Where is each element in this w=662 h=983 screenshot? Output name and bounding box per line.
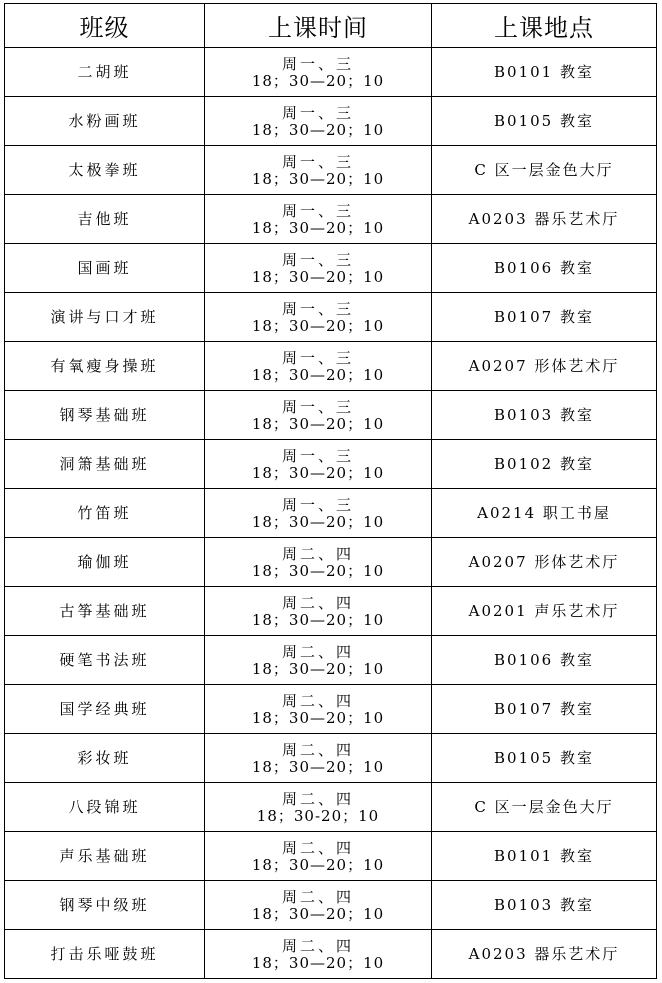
class-name: 彩妆班 xyxy=(5,734,205,783)
class-location: B0107 教室 xyxy=(432,685,657,734)
class-name: 硬笔书法班 xyxy=(5,636,205,685)
table-row xyxy=(5,734,657,783)
class-name: 国学经典班 xyxy=(5,685,205,734)
class-days: 周二、四 xyxy=(281,642,354,661)
class-days: 周一、三 xyxy=(281,397,354,416)
class-name: 太极拳班 xyxy=(5,146,205,195)
class-hours: 18；30—20；10 xyxy=(251,316,385,335)
class-days: 周一、三 xyxy=(281,201,354,220)
class-days: 周二、四 xyxy=(281,740,354,759)
class-name: 国画班 xyxy=(5,244,205,293)
class-time xyxy=(205,734,432,783)
class-time xyxy=(205,783,432,832)
class-name: 瑜伽班 xyxy=(5,538,205,587)
table-row xyxy=(5,195,657,244)
class-location: A0203 器乐艺术厅 xyxy=(432,195,657,244)
class-days: 周一、三 xyxy=(281,299,354,318)
table-row xyxy=(5,440,657,489)
class-days: 周一、三 xyxy=(281,495,354,514)
class-location: B0105 教室 xyxy=(432,734,657,783)
class-time xyxy=(205,342,432,391)
class-hours: 18；30—20；10 xyxy=(251,659,385,678)
header-location: 上课地点 xyxy=(432,4,657,48)
header-class: 班级 xyxy=(5,4,205,48)
class-time xyxy=(205,244,432,293)
table-row xyxy=(5,342,657,391)
class-location: B0105 教室 xyxy=(432,97,657,146)
class-location: A0201 声乐艺术厅 xyxy=(432,587,657,636)
class-name: 有氧瘦身操班 xyxy=(5,342,205,391)
class-time xyxy=(205,391,432,440)
class-location: B0106 教室 xyxy=(432,636,657,685)
class-hours: 18；30—20；10 xyxy=(251,904,385,923)
class-hours: 18；30—20；10 xyxy=(251,953,385,972)
class-name: 声乐基础班 xyxy=(5,832,205,881)
table-row xyxy=(5,538,657,587)
header-time: 上课时间 xyxy=(205,4,432,48)
class-days: 周二、四 xyxy=(281,544,354,563)
class-name: 打击乐哑鼓班 xyxy=(5,930,205,979)
table-row xyxy=(5,97,657,146)
table-row xyxy=(5,930,657,979)
class-hours: 18；30—20；10 xyxy=(251,267,385,286)
class-location: A0203 器乐艺术厅 xyxy=(432,930,657,979)
class-days: 周二、四 xyxy=(281,691,354,710)
schedule-sheet xyxy=(4,3,656,979)
class-time xyxy=(205,293,432,342)
class-hours: 18；30—20；10 xyxy=(251,120,385,139)
class-hours: 18；30—20；10 xyxy=(251,561,385,580)
table-row xyxy=(5,587,657,636)
class-hours: 18；30-20；10 xyxy=(256,806,380,825)
class-days: 周二、四 xyxy=(281,887,354,906)
class-hours: 18；30—20；10 xyxy=(251,71,385,90)
class-name: 演讲与口才班 xyxy=(5,293,205,342)
table-row xyxy=(5,146,657,195)
header-row xyxy=(5,4,657,48)
class-hours: 18；30—20；10 xyxy=(251,463,385,482)
table-row xyxy=(5,881,657,930)
class-days: 周二、四 xyxy=(281,789,354,808)
class-hours: 18；30—20；10 xyxy=(251,708,385,727)
class-days: 周二、四 xyxy=(281,838,354,857)
class-days: 周一、三 xyxy=(281,103,354,122)
class-days: 周二、四 xyxy=(281,593,354,612)
class-name: 洞箫基础班 xyxy=(5,440,205,489)
class-time xyxy=(205,636,432,685)
class-time xyxy=(205,146,432,195)
class-hours: 18；30—20；10 xyxy=(251,855,385,874)
class-hours: 18；30—20；10 xyxy=(251,512,385,531)
class-name: 吉他班 xyxy=(5,195,205,244)
class-location: B0106 教室 xyxy=(432,244,657,293)
table-row xyxy=(5,685,657,734)
class-time xyxy=(205,832,432,881)
table-row xyxy=(5,391,657,440)
table-row xyxy=(5,244,657,293)
class-name: 竹笛班 xyxy=(5,489,205,538)
class-name: 八段锦班 xyxy=(5,783,205,832)
class-time xyxy=(205,930,432,979)
table-row xyxy=(5,48,657,97)
class-days: 周一、三 xyxy=(281,54,354,73)
class-location: C 区一层金色大厅 xyxy=(432,783,657,832)
class-hours: 18；30—20；10 xyxy=(251,757,385,776)
class-time xyxy=(205,538,432,587)
class-location: B0103 教室 xyxy=(432,881,657,930)
class-time xyxy=(205,48,432,97)
class-time xyxy=(205,685,432,734)
table-body xyxy=(5,48,657,979)
class-time xyxy=(205,587,432,636)
class-time xyxy=(205,440,432,489)
class-location: A0207 形体艺术厅 xyxy=(432,538,657,587)
table-row xyxy=(5,636,657,685)
table-row xyxy=(5,783,657,832)
class-time xyxy=(205,195,432,244)
class-days: 周一、三 xyxy=(281,250,354,269)
class-days: 周一、三 xyxy=(281,446,354,465)
class-time xyxy=(205,881,432,930)
class-location: B0101 教室 xyxy=(432,832,657,881)
class-hours: 18；30—20；10 xyxy=(251,414,385,433)
table-row xyxy=(5,293,657,342)
table-row xyxy=(5,832,657,881)
class-hours: 18；30—20；10 xyxy=(251,610,385,629)
class-name: 古筝基础班 xyxy=(5,587,205,636)
class-schedule-table xyxy=(4,3,657,979)
class-location: A0207 形体艺术厅 xyxy=(432,342,657,391)
class-days: 周一、三 xyxy=(281,348,354,367)
class-name: 钢琴基础班 xyxy=(5,391,205,440)
class-location: B0101 教室 xyxy=(432,48,657,97)
class-location: C 区一层金色大厅 xyxy=(432,146,657,195)
class-location: B0107 教室 xyxy=(432,293,657,342)
class-name: 二胡班 xyxy=(5,48,205,97)
class-location: B0102 教室 xyxy=(432,440,657,489)
class-hours: 18；30—20；10 xyxy=(251,169,385,188)
class-time xyxy=(205,97,432,146)
class-hours: 18；30—20；10 xyxy=(251,218,385,237)
class-time xyxy=(205,489,432,538)
table-row xyxy=(5,489,657,538)
class-location: B0103 教室 xyxy=(432,391,657,440)
class-days: 周二、四 xyxy=(281,936,354,955)
class-name: 水粉画班 xyxy=(5,97,205,146)
class-hours: 18；30—20；10 xyxy=(251,365,385,384)
class-location: A0214 职工书屋 xyxy=(432,489,657,538)
class-days: 周一、三 xyxy=(281,152,354,171)
class-name: 钢琴中级班 xyxy=(5,881,205,930)
